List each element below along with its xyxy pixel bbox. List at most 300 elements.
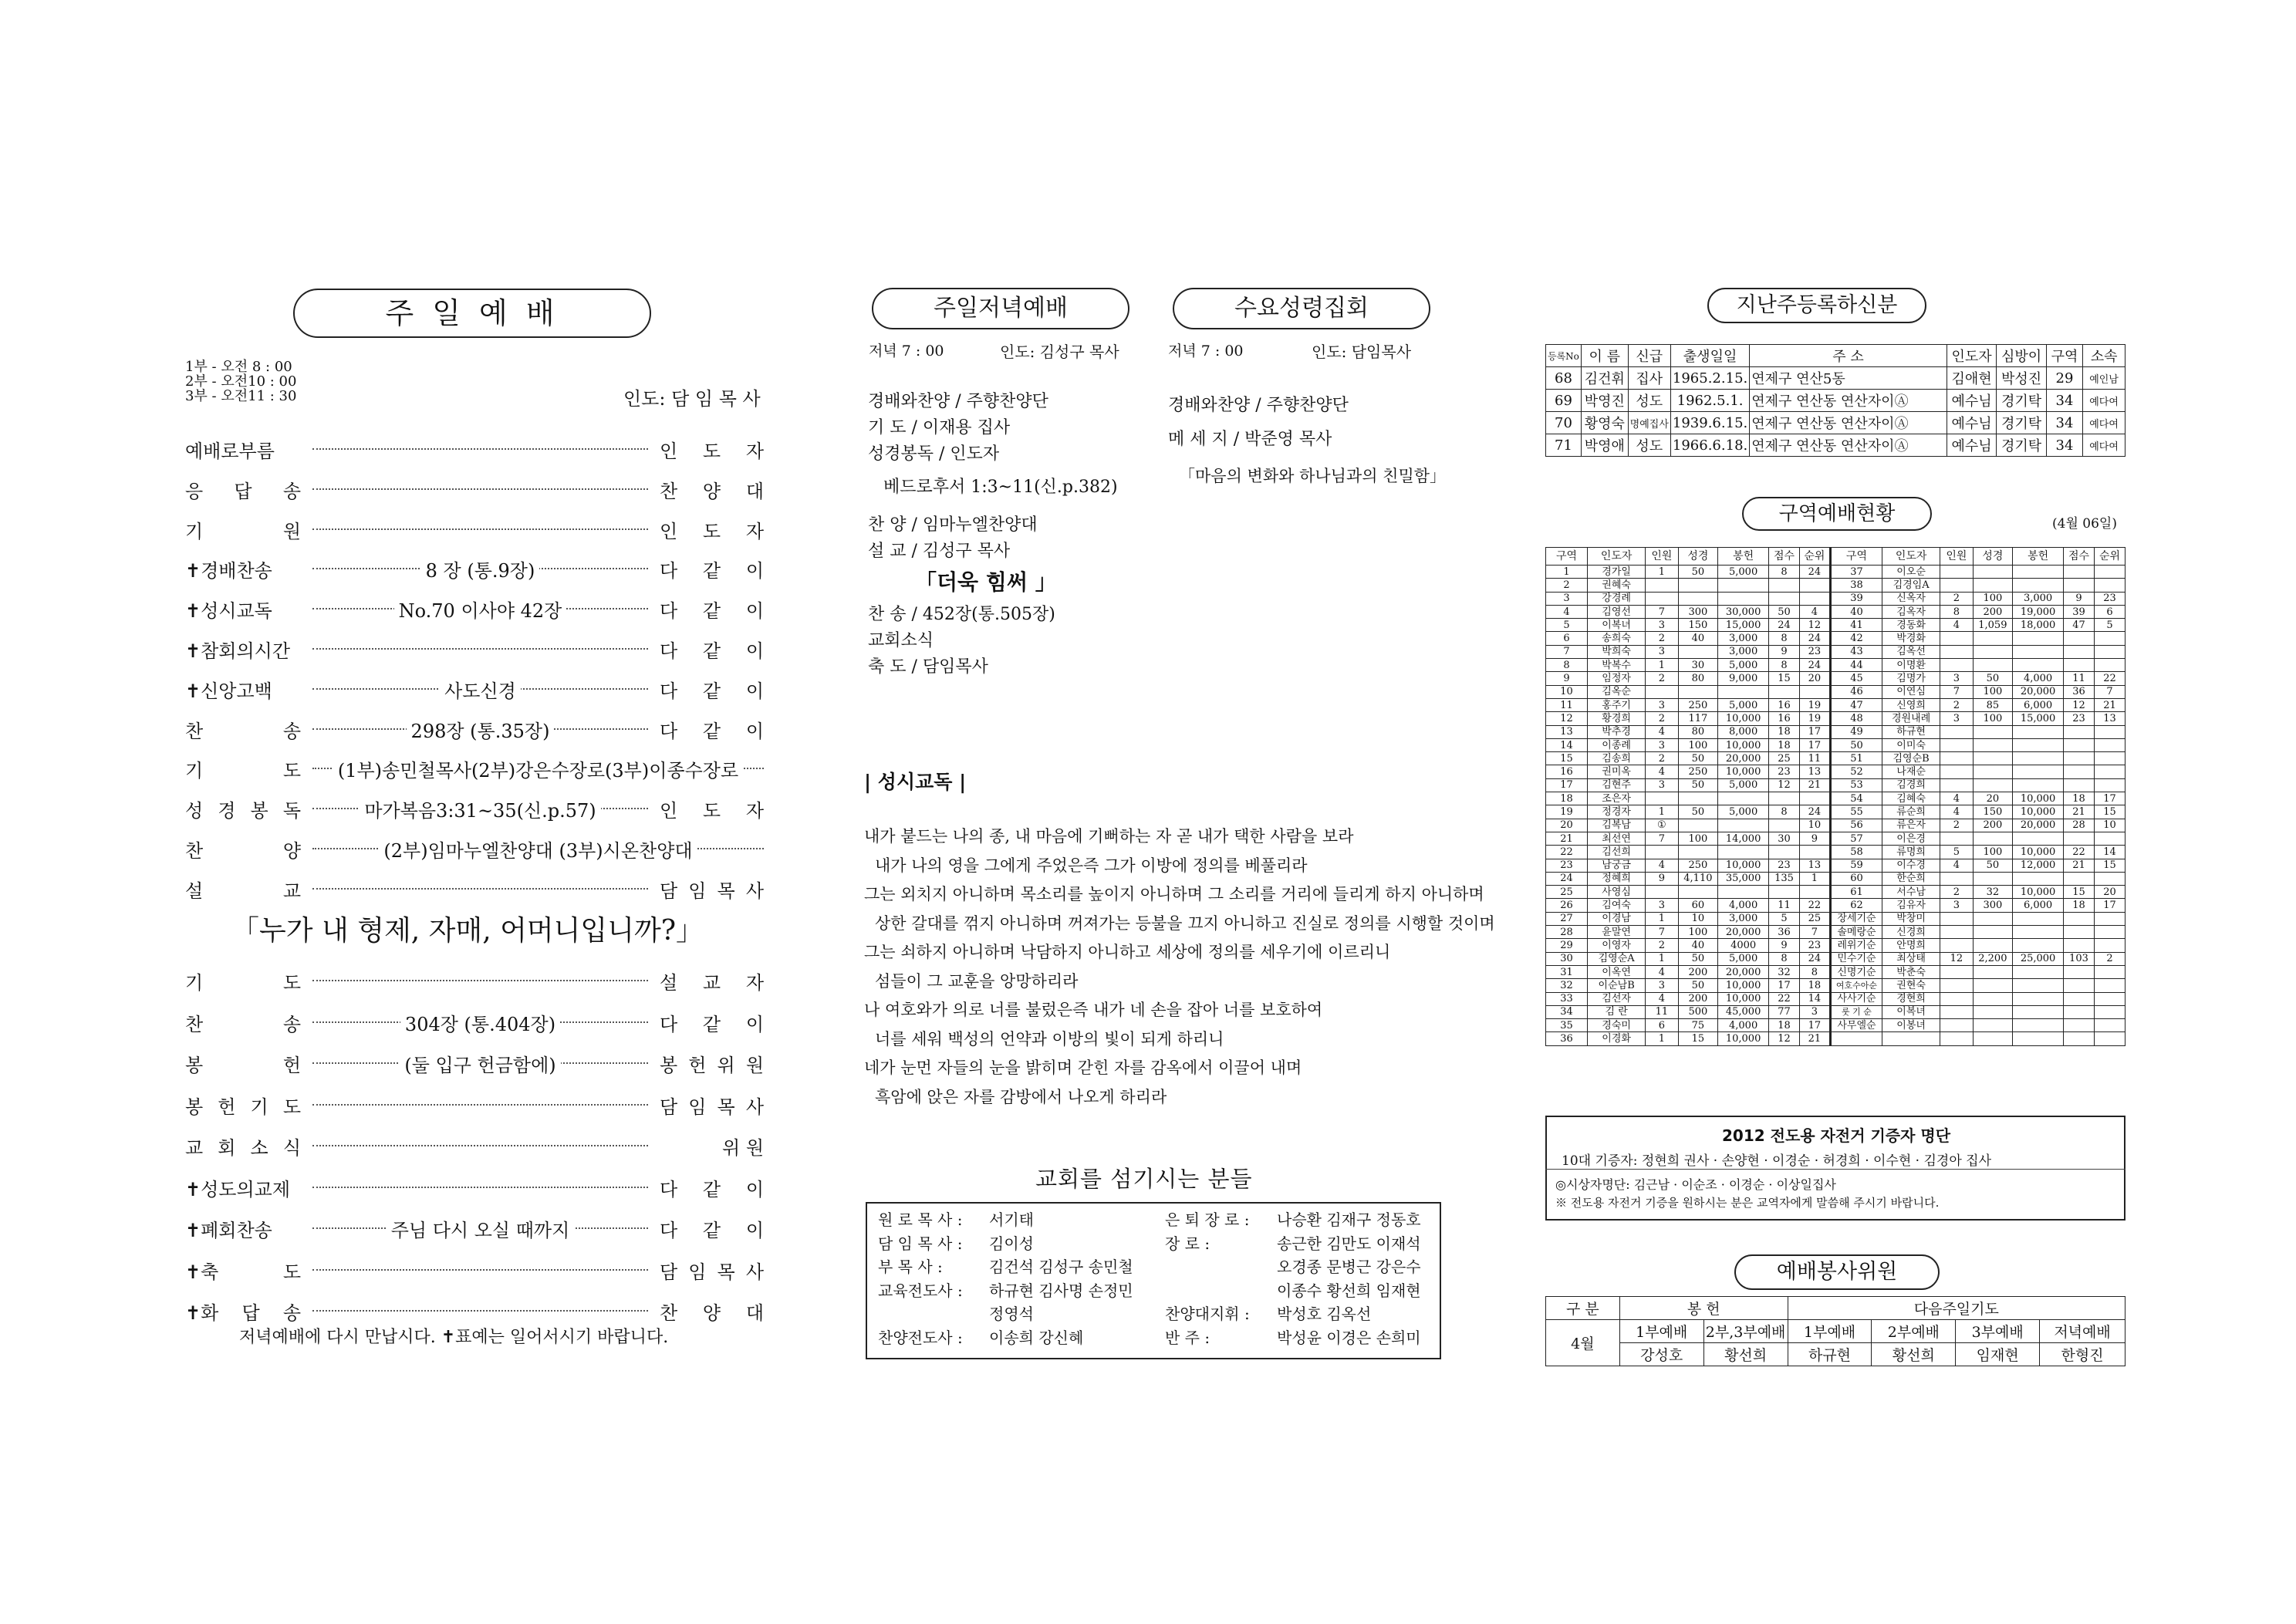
committee-title: 예배봉사위원 [1776, 1260, 1898, 1284]
districts-cell: 10 [1546, 685, 1588, 698]
evening-item-7: 찬 송 / 452장(통.505장) [868, 605, 1055, 624]
districts-cell: 경현희 [1882, 992, 1940, 1005]
districts-cell [2064, 926, 2095, 939]
districts-cell: 10,000 [1718, 1032, 1769, 1045]
districts-cell: 15 [1678, 1032, 1718, 1045]
order-person: 인 도 자 [660, 800, 764, 822]
districts-cell [1718, 685, 1769, 698]
districts-cell: 23 [1769, 859, 1800, 872]
districts-cell: 39 [2064, 605, 2095, 618]
districts-header-cell: 성경 [1973, 548, 2013, 566]
districts-cell: 300 [1678, 605, 1718, 618]
order-dots [312, 888, 648, 890]
newcomers-cell: 71 [1546, 434, 1582, 457]
districts-cell [2064, 939, 2095, 952]
main-service-title: 주 일 예 배 [385, 296, 559, 330]
districts-cell: 47 [1830, 698, 1882, 711]
evening-service-title-pill [872, 288, 1129, 329]
committee-subheader: 2부,3부예배 [1703, 1320, 1788, 1343]
districts-cell: 1 [1646, 805, 1678, 819]
districts-row [1546, 778, 2125, 792]
districts-cell: 7 [2094, 685, 2125, 698]
districts-cell: 35 [1546, 1019, 1588, 1032]
districts-cell: 28 [2064, 819, 2095, 832]
order-row [185, 1298, 764, 1322]
districts-cell: 36 [1546, 1032, 1588, 1045]
wednesday-leader: 인도: 담임목사 [1312, 343, 1412, 361]
order-person: 담 임 목 사 [660, 1261, 764, 1283]
districts-cell: 3 [1646, 899, 1678, 912]
districts-cell: 정혜희 [1588, 872, 1646, 885]
districts-cell [1799, 886, 1830, 899]
districts-cell: 1 [1646, 952, 1678, 965]
order-person: 찬 양 대 [660, 480, 764, 502]
districts-cell: 15 [2064, 886, 2095, 899]
districts-cell: 1,059 [1973, 619, 2013, 632]
districts-cell: 21 [2094, 698, 2125, 711]
reading-line: 그는 쇠하지 아니하며 낙담하지 아니하고 세상에 정의를 세우기에 이르리니 [864, 943, 1391, 961]
districts-cell: 18 [1769, 725, 1800, 738]
districts-cell: 김선자 [1588, 992, 1646, 1005]
districts-cell: 16 [1769, 698, 1800, 711]
districts-cell: 2 [1646, 672, 1678, 685]
committee-subheader: 1부예배 [1619, 1320, 1703, 1343]
districts-header-cell: 점수 [1769, 548, 1800, 566]
wednesday-item-2: 메 세 지 / 박준영 목사 [1168, 430, 1332, 449]
order-label: ✝성시교독 [185, 600, 272, 623]
districts-cell: 14 [2094, 846, 2125, 859]
districts-cell [1799, 579, 1830, 592]
districts-cell [2013, 778, 2064, 792]
districts-cell: 40 [1830, 605, 1882, 618]
order-label: 예배로부름 [185, 441, 275, 462]
districts-cell: 황경희 [1588, 712, 1646, 725]
districts-cell: 60 [1678, 899, 1718, 912]
server-names: 김이성 [989, 1234, 1034, 1253]
order-person: 다 같 이 [660, 1013, 764, 1035]
committee-header-offering: 봉 헌 [1619, 1297, 1788, 1320]
districts-cell: 10,000 [1718, 712, 1769, 725]
committee-name: 황선희 [1703, 1343, 1788, 1366]
newcomers-cell: 1939.6.15. [1670, 412, 1749, 434]
districts-cell [1940, 645, 1973, 658]
districts-cell: 송희숙 [1588, 632, 1646, 645]
newcomers-row [1546, 434, 2125, 457]
districts-cell: 15 [2094, 805, 2125, 819]
districts-cell: 나재순 [1882, 765, 1940, 778]
districts-cell: 권현숙 [1882, 979, 1940, 992]
order-person: 다 같 이 [660, 600, 764, 623]
districts-cell: 15 [1769, 672, 1800, 685]
districts-cell: 117 [1678, 712, 1718, 725]
districts-cell: 최상태 [1882, 952, 1940, 965]
districts-cell: 100 [1973, 846, 2013, 859]
districts-cell: 7 [1646, 832, 1678, 845]
districts-cell [2064, 645, 2095, 658]
newcomers-header-cell: 등록No [1546, 345, 1582, 367]
districts-cell: 1 [1799, 872, 1830, 885]
districts-cell: 10,000 [1718, 979, 1769, 992]
districts-cell: 2 [1940, 698, 1973, 711]
districts-cell [2013, 1005, 2064, 1018]
committee-subheader: 2부예배 [1872, 1320, 1956, 1343]
districts-cell: 12 [1546, 712, 1588, 725]
districts-cell: 17 [2094, 792, 2125, 805]
districts-cell: 17 [1799, 738, 1830, 751]
newcomers-cell: 68 [1546, 367, 1582, 390]
evening-item-1: 경배와찬양 / 주향찬양단 [868, 392, 1048, 411]
districts-cell: 이경화 [1588, 1032, 1646, 1045]
districts-cell: 2 [1646, 712, 1678, 725]
districts-cell: 46 [1830, 685, 1882, 698]
wednesday-time: 저녁 7 : 00 [1168, 343, 1244, 360]
districts-cell [2094, 778, 2125, 792]
districts-cell: 경가일 [1588, 566, 1646, 579]
districts-cell [2094, 632, 2125, 645]
districts-cell [1973, 778, 2013, 792]
districts-row [1546, 1032, 2125, 1045]
order-detail-wrap [312, 1050, 648, 1077]
districts-cell [1973, 632, 2013, 645]
districts-cell [1718, 886, 1769, 899]
districts-cell [1973, 832, 2013, 845]
districts-cell: 25 [1769, 752, 1800, 765]
districts-cell: 51 [1830, 752, 1882, 765]
order-person: 위 원 [722, 1137, 764, 1159]
order-label: 설 교 [185, 880, 301, 902]
districts-cell: 12 [1769, 1032, 1800, 1045]
districts-cell: 17 [1799, 1019, 1830, 1032]
districts-cell [1678, 645, 1718, 658]
districts-cell [1940, 912, 1973, 925]
districts-cell [1940, 632, 1973, 645]
districts-cell [2013, 1032, 2064, 1045]
districts-cell: 한순희 [1882, 872, 1940, 885]
evening-time: 저녁 7 : 00 [869, 343, 944, 360]
districts-cell: 20,000 [1718, 752, 1769, 765]
districts-cell: 50 [1678, 979, 1718, 992]
districts-cell: 권미옥 [1588, 765, 1646, 778]
districts-cell [2013, 965, 2064, 978]
districts-cell: 38 [1830, 579, 1882, 592]
districts-cell: 22 [1769, 992, 1800, 1005]
committee-name: 강성호 [1619, 1343, 1703, 1366]
districts-row [1546, 738, 2125, 751]
districts-cell: 24 [1769, 619, 1800, 632]
districts-cell: 17 [1769, 979, 1800, 992]
districts-cell: 20,000 [1718, 926, 1769, 939]
districts-cell [1646, 579, 1678, 592]
districts-cell [1940, 832, 1973, 845]
order-person: 다 같 이 [660, 640, 764, 662]
reading-line: 너를 세워 백성의 언약과 이방의 빛이 되게 하리니 [875, 1029, 1224, 1048]
districts-cell: 3 [1546, 592, 1588, 605]
districts-cell [2013, 832, 2064, 845]
districts-cell: 김여숙 [1588, 899, 1646, 912]
districts-cell: 100 [1973, 712, 2013, 725]
districts-cell: 1 [1646, 659, 1678, 672]
districts-cell: 10 [1678, 912, 1718, 925]
main-service-leader: 인도: 담 임 목 사 [623, 388, 761, 410]
districts-cell [2064, 752, 2095, 765]
order-person: 다 같 이 [660, 560, 764, 582]
districts-row [1546, 859, 2125, 872]
districts-cell [2094, 738, 2125, 751]
districts-cell: 4,110 [1678, 872, 1718, 885]
evening-item-2: 기 도 / 이재용 집사 [868, 418, 1011, 437]
newcomers-cell: 예다여 [2083, 434, 2125, 457]
order-label: ✝신앙고백 [185, 680, 272, 702]
districts-cell: 13 [1799, 765, 1830, 778]
districts-cell: 21 [2064, 859, 2095, 872]
districts-cell [1830, 1032, 1882, 1045]
order-row [185, 836, 764, 860]
districts-cell [2013, 579, 2064, 592]
districts-cell: 6,000 [2013, 899, 2064, 912]
order-dots [312, 1269, 648, 1271]
districts-cell [1678, 685, 1718, 698]
districts-row [1546, 659, 2125, 672]
newcomers-header-cell: 심방이 [1997, 345, 2046, 367]
districts-cell: 10 [2094, 819, 2125, 832]
newcomers-cell: 김건휘 [1581, 367, 1628, 390]
districts-row [1546, 632, 2125, 645]
reading-line: 내가 붙드는 나의 종, 내 마음에 기뻐하는 자 곧 내가 택한 사람을 보라 [864, 827, 1354, 846]
districts-cell: 200 [1973, 605, 2013, 618]
newcomers-cell: 예인남 [2083, 367, 2125, 390]
districts-cell [2064, 1005, 2095, 1018]
districts-cell [2064, 778, 2095, 792]
districts-cell: 윤말연 [1588, 926, 1646, 939]
evening-item-4: 베드로후서 1:3~11(신.p.382) [883, 478, 1118, 497]
newcomers-cell: 경기탁 [1997, 412, 2046, 434]
districts-cell: 35,000 [1718, 872, 1769, 885]
districts-cell: 16 [1769, 712, 1800, 725]
districts-cell [2064, 738, 2095, 751]
bicycle-divider [1545, 1169, 2125, 1170]
districts-cell: 18 [1546, 792, 1588, 805]
districts-cell: 3 [1646, 778, 1678, 792]
districts-header-row [1546, 548, 2125, 566]
districts-row [1546, 805, 2125, 819]
newcomers-cell: 1962.5.1. [1670, 390, 1749, 412]
districts-cell: 50 [1973, 672, 2013, 685]
districts-cell [1678, 886, 1718, 899]
districts-cell: 27 [1546, 912, 1588, 925]
districts-cell: 24 [1799, 952, 1830, 965]
order-person: 다 같 이 [660, 1220, 764, 1241]
districts-cell: 3 [1940, 712, 1973, 725]
districts-cell: 21 [1799, 1032, 1830, 1045]
order-person: 담 임 목 사 [660, 880, 764, 902]
committee-subheader: 3부예배 [1956, 1320, 2040, 1343]
districts-cell [1769, 592, 1800, 605]
districts-cell: 61 [1830, 886, 1882, 899]
order-row [185, 636, 764, 660]
districts-cell: 6,000 [2013, 698, 2064, 711]
districts-row [1546, 619, 2125, 632]
districts-cell: 33 [1546, 992, 1588, 1005]
evening-item-3: 성경봉독 / 인도자 [868, 444, 1000, 464]
districts-cell [2064, 632, 2095, 645]
districts-cell: 김옥선 [1882, 645, 1940, 658]
districts-cell: 37 [1830, 566, 1882, 579]
districts-cell: 30 [1546, 952, 1588, 965]
districts-cell [1678, 592, 1718, 605]
newcomers-cell: 연제구 연산5동 [1750, 367, 1947, 390]
districts-cell: 42 [1830, 632, 1882, 645]
districts-cell: 20,000 [2013, 685, 2064, 698]
districts-cell: 8 [1769, 952, 1800, 965]
districts-cell: 8 [1546, 659, 1588, 672]
districts-cell: 조은자 [1588, 792, 1646, 805]
order-label: 성 경 봉 독 [185, 800, 301, 822]
evening-service-title: 주일저녁예배 [934, 295, 1068, 322]
districts-cell: 이오순 [1882, 566, 1940, 579]
districts-header-cell: 구역 [1546, 548, 1588, 566]
districts-cell: 경숙미 [1588, 1019, 1646, 1032]
order-detail: (2부)임마누엘찬양대 (3부)시온찬양대 [379, 840, 697, 862]
newcomers-cell: 황영숙 [1581, 412, 1628, 434]
districts-cell: 250 [1678, 698, 1718, 711]
districts-cell [2094, 752, 2125, 765]
districts-cell: 4 [1940, 859, 1973, 872]
order-detail: 마가복음3:31~35(신.p.57) [360, 800, 600, 822]
districts-cell: 10 [1799, 819, 1830, 832]
districts-cell [1940, 926, 1973, 939]
districts-cell: 2 [1940, 886, 1973, 899]
districts-cell: 김영순A [1588, 952, 1646, 965]
districts-cell: 54 [1830, 792, 1882, 805]
districts-cell: 5 [1769, 912, 1800, 925]
districts-cell: 5 [1940, 846, 1973, 859]
reading-line: 흑암에 앉은 자를 감방에서 나오게 하리라 [875, 1087, 1167, 1106]
districts-cell: 이봉녀 [1882, 1019, 1940, 1032]
districts-cell [2064, 579, 2095, 592]
server-role: 교육전도사 : [878, 1281, 963, 1300]
service-times [185, 360, 296, 403]
districts-cell: 임정자 [1588, 672, 1646, 685]
main-sermon-title: 「누가 내 형제, 자매, 어머니입니까?」 [231, 915, 704, 947]
districts-cell [1940, 1005, 1973, 1018]
order-dots [312, 1187, 648, 1188]
newcomers-header-row [1546, 345, 2125, 367]
districts-cell [1973, 1005, 2013, 1018]
districts-row [1546, 899, 2125, 912]
districts-header-cell: 인도자 [1588, 548, 1646, 566]
districts-cell [1940, 1032, 1973, 1045]
districts-cell: 14 [1546, 738, 1588, 751]
districts-row [1546, 912, 2125, 925]
order-detail: No.70 이사야 42장 [394, 600, 567, 622]
order-row [185, 1133, 764, 1157]
districts-cell [1973, 579, 2013, 592]
districts-cell: 이은경 [1882, 832, 1940, 845]
districts-cell: ① [1646, 819, 1678, 832]
districts-cell: 8 [1769, 566, 1800, 579]
newcomers-title-pill [1707, 288, 1926, 323]
order-dots [312, 980, 648, 981]
order-detail-wrap [312, 555, 648, 582]
districts-cell: 14,000 [1718, 832, 1769, 845]
order-label: 찬 송 [185, 1013, 301, 1035]
districts-cell [2094, 659, 2125, 672]
districts-cell: 47 [2064, 619, 2095, 632]
districts-cell: 4000 [1718, 939, 1769, 952]
districts-cell: 34 [1546, 1005, 1588, 1018]
districts-cell [1799, 685, 1830, 698]
server-names: 송근한 김만도 이재석 [1277, 1234, 1421, 1253]
order-detail: 주님 다시 오실 때까지 [387, 1220, 575, 1241]
districts-cell: 3 [1940, 672, 1973, 685]
districts-cell: 32 [1769, 965, 1800, 978]
districts-cell [1940, 725, 1973, 738]
districts-cell [2064, 979, 2095, 992]
districts-cell: 4 [1646, 992, 1678, 1005]
districts-cell: 김옥순 [1588, 685, 1646, 698]
districts-row [1546, 965, 2125, 978]
committee-name: 하규현 [1788, 1343, 1872, 1366]
districts-cell: 9,000 [1718, 672, 1769, 685]
districts-cell [2064, 659, 2095, 672]
service-time-2: 2부 - 오전10 : 00 [185, 373, 297, 390]
districts-cell: 41 [1830, 619, 1882, 632]
districts-cell: 300 [1973, 899, 2013, 912]
districts-row [1546, 886, 2125, 899]
main-service-footer: 저녁예배에 다시 만납시다. ✝표예는 일어서시기 바랍니다. [239, 1328, 669, 1347]
server-names: 이송희 강신혜 [989, 1328, 1084, 1347]
districts-cell: 3 [1940, 899, 1973, 912]
districts-cell: 49 [1830, 725, 1882, 738]
districts-cell [2013, 752, 2064, 765]
order-dots [312, 488, 648, 490]
districts-cell: 100 [1973, 685, 2013, 698]
districts-cell: 7 [1799, 926, 1830, 939]
districts-header-cell: 성경 [1678, 548, 1718, 566]
districts-cell [2064, 832, 2095, 845]
order-row [185, 1009, 764, 1034]
districts-cell [2094, 912, 2125, 925]
order-row [185, 1174, 764, 1199]
districts-cell: 30 [1769, 832, 1800, 845]
districts-row [1546, 712, 2125, 725]
districts-row [1546, 992, 2125, 1005]
districts-cell [1769, 685, 1800, 698]
order-detail-wrap [312, 795, 648, 822]
districts-cell: 1 [1646, 1032, 1678, 1045]
districts-cell [1678, 579, 1718, 592]
newcomers-cell: 명예집사 [1628, 412, 1670, 434]
districts-cell: 5,000 [1718, 659, 1769, 672]
order-person: 찬 양 대 [660, 1302, 764, 1324]
newcomers-cell: 예수님 [1947, 412, 1996, 434]
districts-cell [1646, 886, 1678, 899]
districts-cell: 박복수 [1588, 659, 1646, 672]
districts-cell [1940, 659, 1973, 672]
newcomers-cell: 집사 [1628, 367, 1670, 390]
districts-cell: 48 [1830, 712, 1882, 725]
districts-cell [1973, 752, 2013, 765]
districts-cell [2013, 872, 2064, 885]
districts-cell: 2 [2094, 952, 2125, 965]
districts-cell: 44 [1830, 659, 1882, 672]
districts-cell: 이옥연 [1588, 965, 1646, 978]
order-label: ✝성도의교제 [185, 1178, 291, 1200]
districts-cell: 김경임A [1882, 579, 1940, 592]
districts-header-cell: 인원 [1940, 548, 1973, 566]
districts-cell [2064, 912, 2095, 925]
districts-cell: 500 [1678, 1005, 1718, 1018]
